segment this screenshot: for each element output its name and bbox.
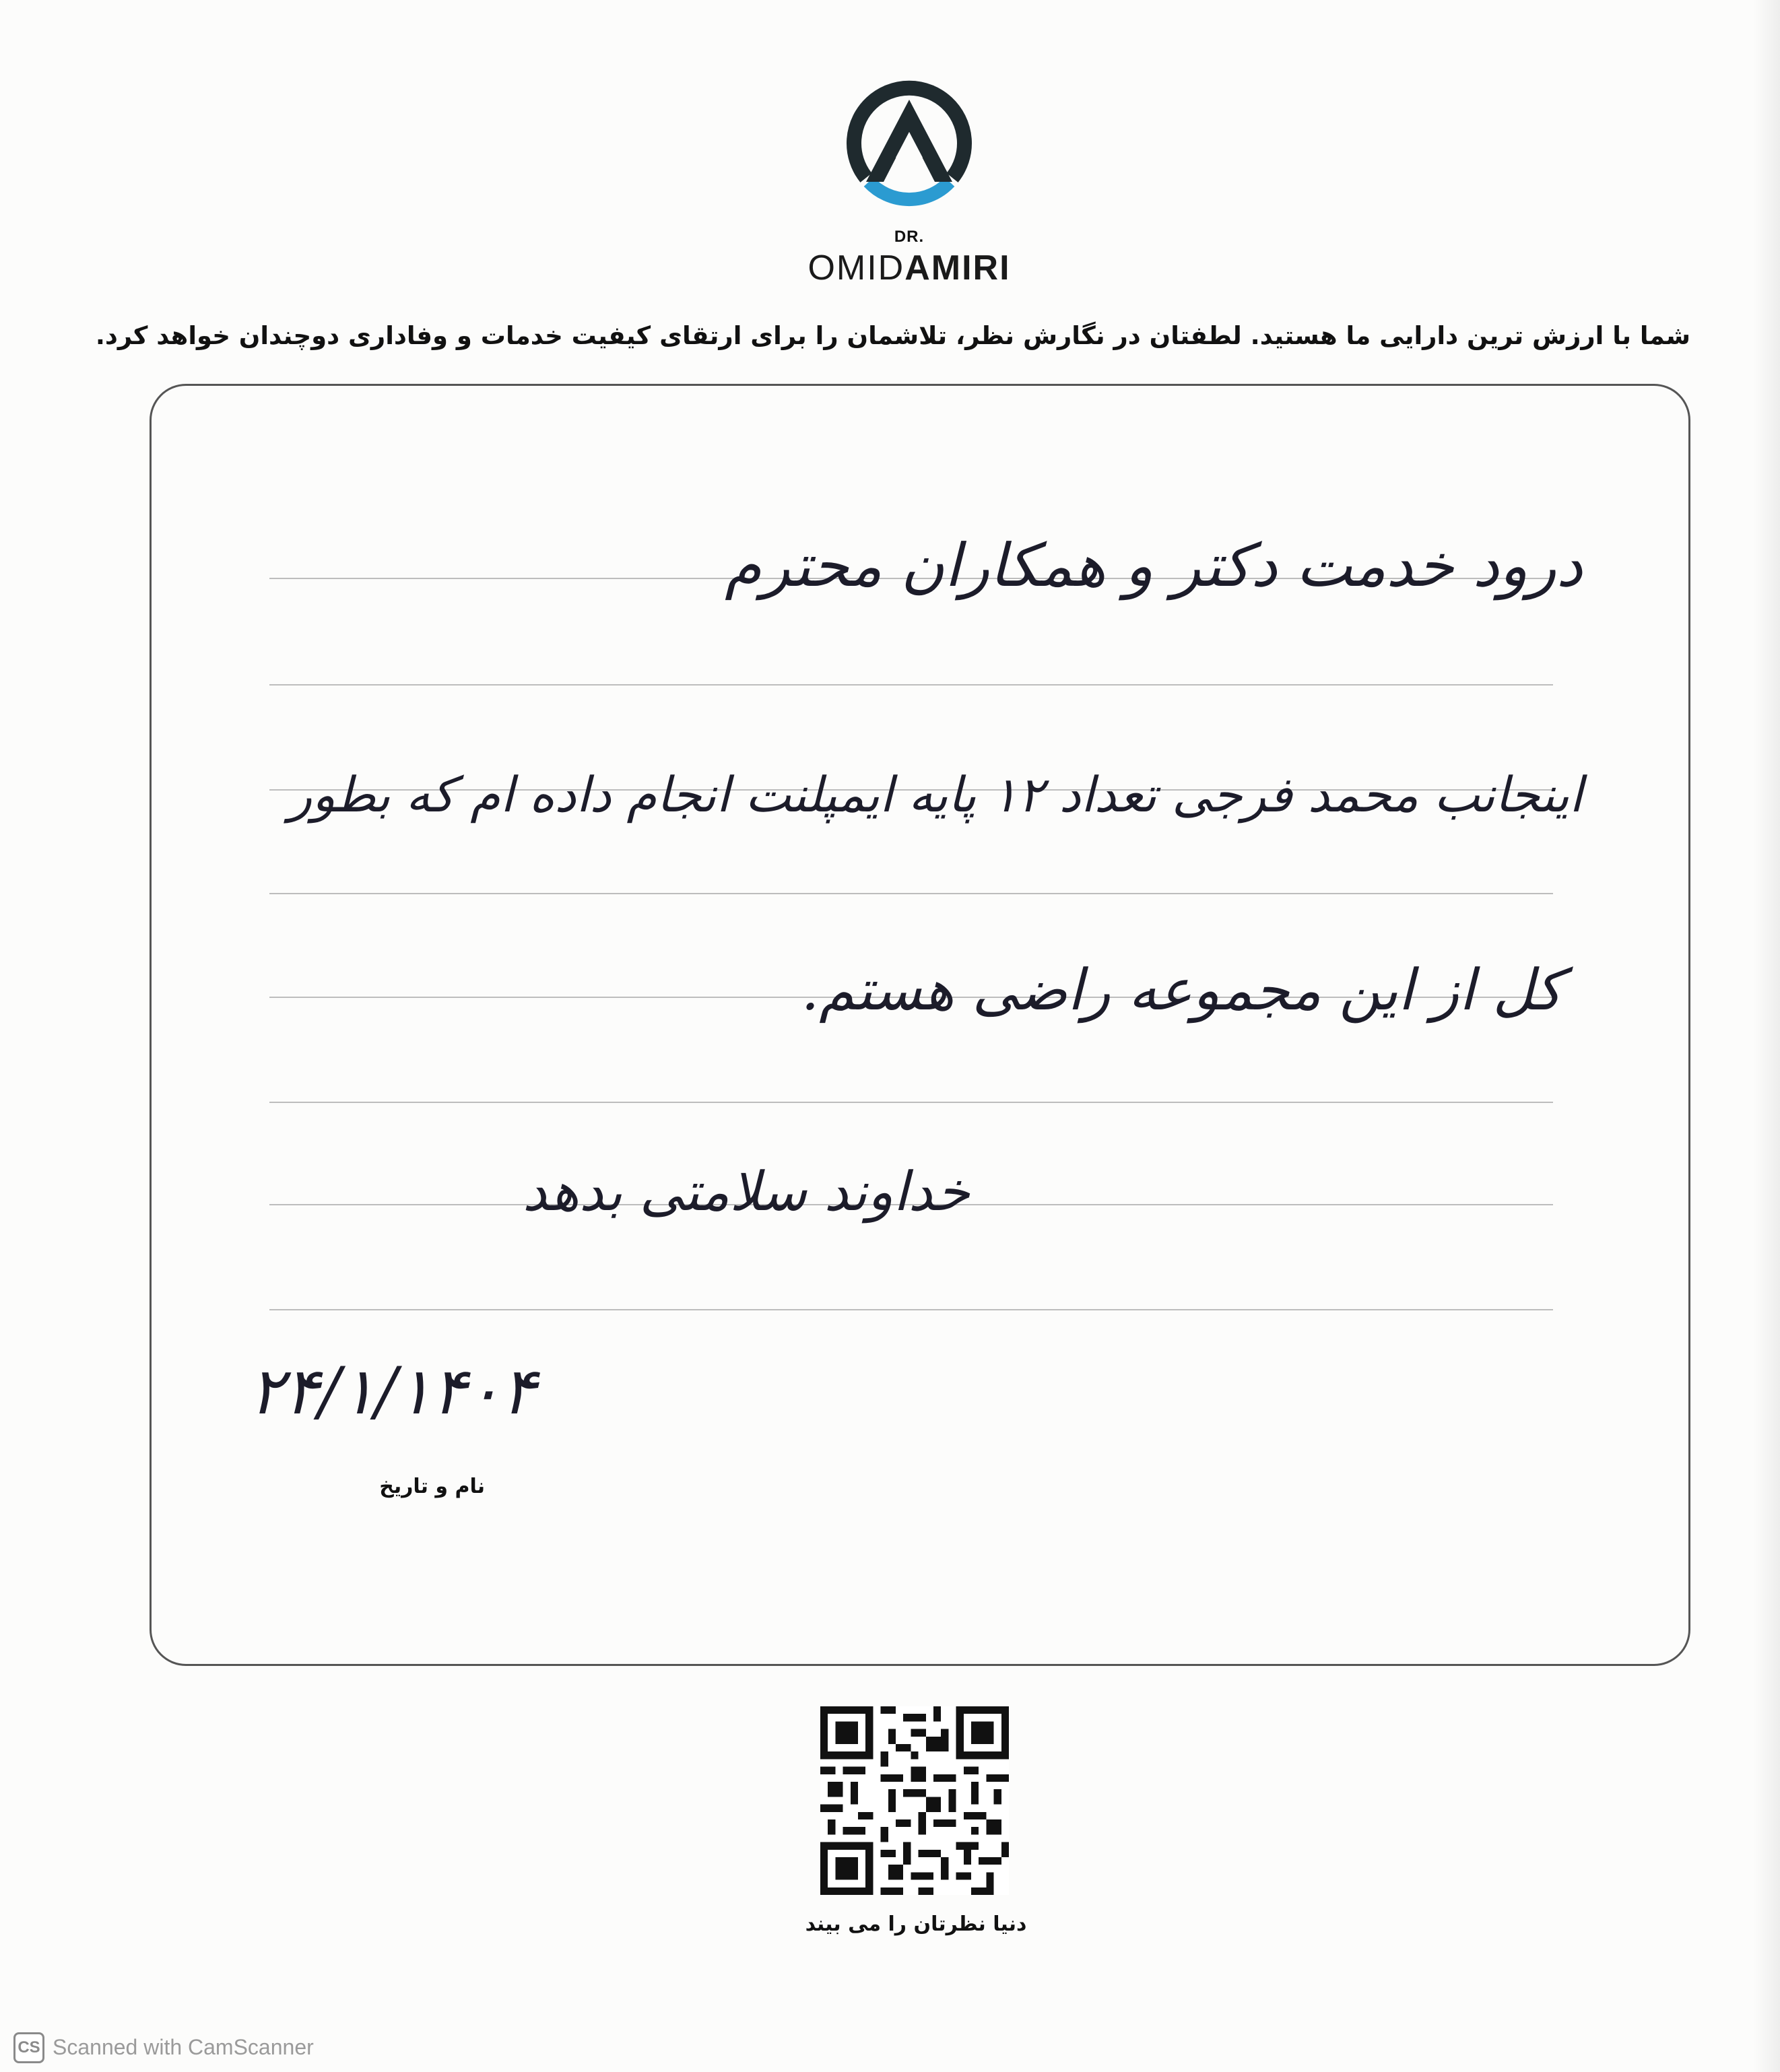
ruled-line-8 xyxy=(269,1309,1553,1310)
intro-text: شما با ارزش ترین دارایی ما هستید. لطفتان در نگارش نظر، تلاشمان را برای ارتقای کیفیت خدمات و وفاداری دوچندان خواهد کرد. xyxy=(95,321,1690,350)
handwritten-line-1: درود خدمت دکتر و همکاران محترم xyxy=(725,531,1583,600)
brand-name-part2: AMIRI xyxy=(904,248,1011,288)
ruled-line-2 xyxy=(269,684,1553,686)
camscanner-watermark: Scanned with CamScanner xyxy=(53,2035,314,2059)
handwritten-line-2: اینجانب محمد فرجی تعداد ۱۲ پایه ایمپلنت انجام داده ام که بطور xyxy=(288,766,1583,823)
page-edge-shadow xyxy=(1753,0,1780,2072)
qr-code-icon[interactable] xyxy=(820,1706,1009,1895)
handwritten-date: ۲۴/۱/۱۴۰۴ xyxy=(249,1354,536,1429)
brand-name xyxy=(741,248,1078,288)
omid-amiri-logo-icon xyxy=(842,74,977,222)
ruled-line-4 xyxy=(269,893,1553,894)
signature-label: نام و تاریخ xyxy=(379,1475,485,1498)
brand-name-part1: OMID xyxy=(807,248,905,288)
handwritten-line-3: کل از این مجموعه راضی هستم. xyxy=(801,957,1562,1023)
handwritten-line-4: خداوند سلامتی بدهد xyxy=(522,1160,970,1223)
camscanner-badge: CS xyxy=(13,2032,44,2063)
ruled-line-6 xyxy=(269,1102,1553,1103)
brand-prefix: DR. xyxy=(894,228,925,246)
qr-caption: دنیا نظرتان را می بیند xyxy=(805,1912,1027,1936)
